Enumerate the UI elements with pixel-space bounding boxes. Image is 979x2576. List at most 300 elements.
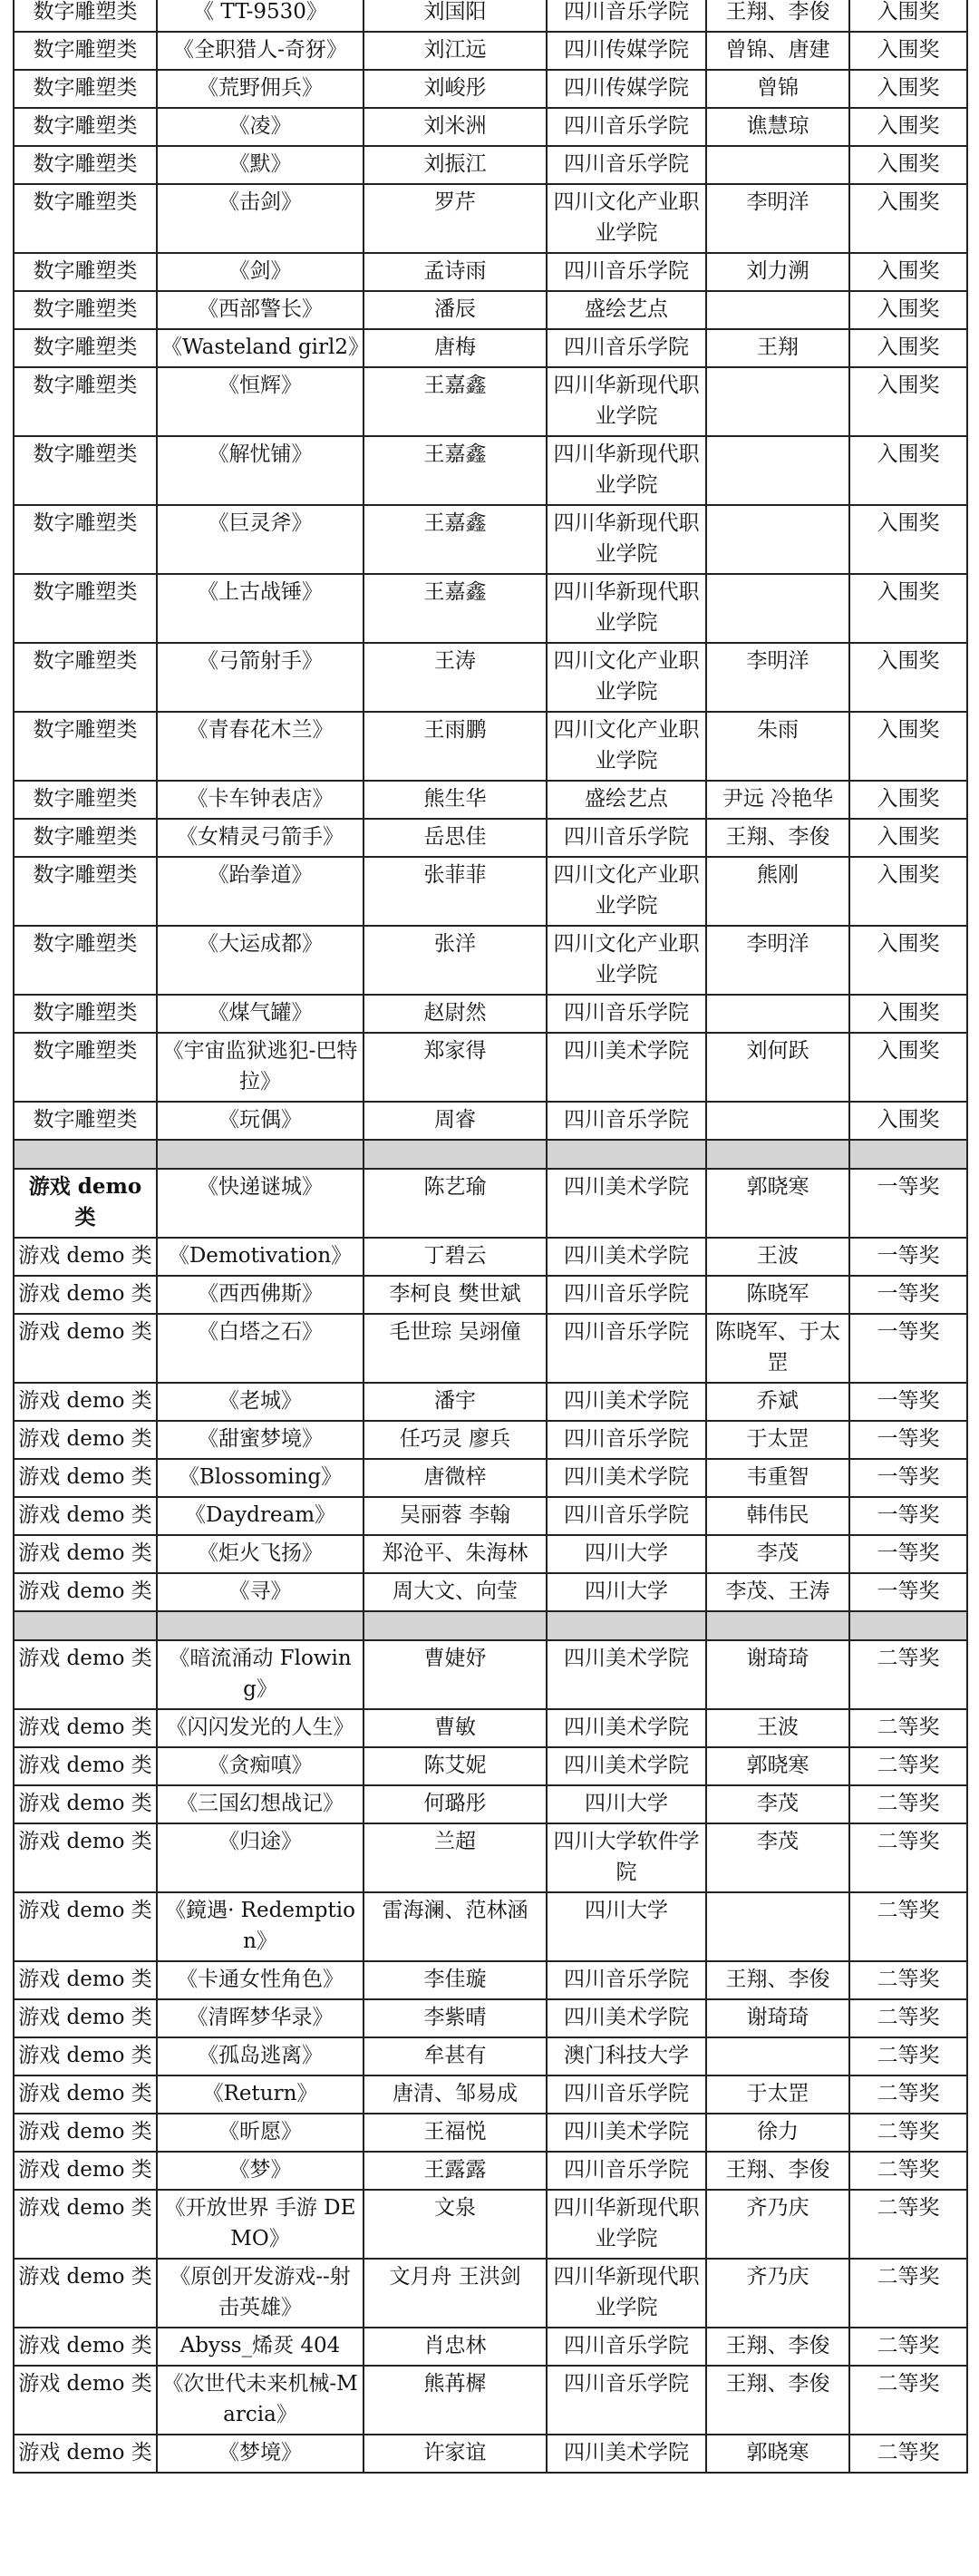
award-cell: 二等奖 (849, 1961, 967, 1999)
category-cell: 数字雕塑类 (14, 1033, 157, 1102)
teacher-cell (706, 1892, 849, 1961)
category-cell: 数字雕塑类 (14, 32, 157, 70)
school-cell: 四川文化产业职业学院 (547, 857, 706, 926)
teacher-cell: 王翔、李俊 (706, 819, 849, 857)
award-cell: 入围奖 (849, 574, 967, 643)
school-cell: 四川音乐学院 (547, 995, 706, 1033)
author-cell: 孟诗雨 (363, 253, 547, 291)
category-cell: 游戏 demo 类 (14, 1497, 157, 1535)
award-cell: 二等奖 (849, 2328, 967, 2366)
table-row (14, 2259, 967, 2328)
school-cell: 四川音乐学院 (547, 1421, 706, 1459)
work-title-cell: 《Demotivation》 (157, 1238, 363, 1276)
award-cell: 入围奖 (849, 291, 967, 329)
author-cell: 唐梅 (363, 329, 547, 367)
category-cell: 游戏 demo 类 (14, 1892, 157, 1961)
author-cell: 陈艾妮 (363, 1747, 547, 1785)
teacher-cell: 谢琦琦 (706, 1999, 849, 2037)
work-title-cell: 《巨灵斧》 (157, 505, 363, 574)
table-row (14, 184, 967, 253)
school-cell: 四川传媒学院 (547, 32, 706, 70)
school-cell: 盛绘艺点 (547, 781, 706, 819)
table-row (14, 70, 967, 108)
work-title-cell: 《次世代未来机械-Marcia》 (157, 2366, 363, 2435)
table-row (14, 2075, 967, 2114)
category-cell: 游戏 demo 类 (14, 1823, 157, 1892)
award-cell: 一等奖 (849, 1314, 967, 1383)
teacher-cell: 李茂 (706, 1785, 849, 1823)
category-cell: 游戏 demo 类 (14, 2152, 157, 2190)
award-cell: 入围奖 (849, 995, 967, 1033)
category-cell: 数字雕塑类 (14, 505, 157, 574)
school-cell: 四川音乐学院 (547, 146, 706, 184)
table-row (14, 253, 967, 291)
teacher-cell: 刘何跃 (706, 1033, 849, 1102)
award-cell: 入围奖 (849, 253, 967, 291)
school-cell: 四川华新现代职业学院 (547, 2190, 706, 2259)
author-cell: 刘江远 (363, 32, 547, 70)
school-cell: 四川文化产业职业学院 (547, 643, 706, 712)
school-cell: 四川文化产业职业学院 (547, 184, 706, 253)
award-cell: 入围奖 (849, 0, 967, 32)
work-title-cell: 《玩偶》 (157, 1102, 363, 1140)
school-cell: 澳门科技大学 (547, 2037, 706, 2075)
separator-cell (849, 1140, 967, 1169)
teacher-cell (706, 505, 849, 574)
author-cell: 王嘉鑫 (363, 505, 547, 574)
separator-cell (363, 1140, 547, 1169)
author-cell: 许家谊 (363, 2435, 547, 2473)
table-row (14, 643, 967, 712)
award-cell: 入围奖 (849, 70, 967, 108)
teacher-cell: 李明洋 (706, 184, 849, 253)
category-cell: 数字雕塑类 (14, 712, 157, 781)
author-cell: 文泉 (363, 2190, 547, 2259)
table-row (14, 574, 967, 643)
table-row (14, 1892, 967, 1961)
school-cell: 四川传媒学院 (547, 70, 706, 108)
category-cell: 游戏 demo 类 (14, 1785, 157, 1823)
table-row (14, 1383, 967, 1421)
table-row (14, 2435, 967, 2473)
teacher-cell: 陈晓军 (706, 1276, 849, 1314)
author-cell: 王露露 (363, 2152, 547, 2190)
work-title-cell: 《快递谜城》 (157, 1169, 363, 1238)
category-cell: 数字雕塑类 (14, 146, 157, 184)
teacher-cell: 陈晓军、于太罡 (706, 1314, 849, 1383)
table-row (14, 0, 967, 32)
teacher-cell: 齐乃庆 (706, 2190, 849, 2259)
work-title-cell: 《暗流涌动 Flowing》 (157, 1640, 363, 1709)
category-cell: 游戏 demo 类 (14, 1238, 157, 1276)
separator-cell (547, 1140, 706, 1169)
table-row (14, 819, 967, 857)
work-title-cell: 《三国幻想战记》 (157, 1785, 363, 1823)
teacher-cell: 王翔、李俊 (706, 2328, 849, 2366)
table-row (14, 2190, 967, 2259)
table-row (14, 1276, 967, 1314)
teacher-cell: 李茂 (706, 1823, 849, 1892)
work-title-cell: 《弓箭射手》 (157, 643, 363, 712)
table-row (14, 291, 967, 329)
table-row (14, 1640, 967, 1709)
school-cell: 四川华新现代职业学院 (547, 2259, 706, 2328)
school-cell: 盛绘艺点 (547, 291, 706, 329)
school-cell: 四川美术学院 (547, 2435, 706, 2473)
work-title-cell: 《剑》 (157, 253, 363, 291)
teacher-cell: 李明洋 (706, 926, 849, 995)
school-cell: 四川美术学院 (547, 1383, 706, 1421)
school-cell: 四川美术学院 (547, 1169, 706, 1238)
school-cell: 四川音乐学院 (547, 0, 706, 32)
award-cell: 入围奖 (849, 819, 967, 857)
work-title-cell: 《解忧铺》 (157, 436, 363, 505)
author-cell: 陈艺瑜 (363, 1169, 547, 1238)
work-title-cell: 《归途》 (157, 1823, 363, 1892)
author-cell: 郑家得 (363, 1033, 547, 1102)
teacher-cell: 郭晓寒 (706, 1747, 849, 1785)
author-cell: 潘宇 (363, 1383, 547, 1421)
separator-cell (14, 1140, 157, 1169)
category-cell: 游戏 demo 类 (14, 2366, 157, 2435)
author-cell: 郑沧平、朱海林 (363, 1535, 547, 1573)
table-row (14, 781, 967, 819)
table-row (14, 926, 967, 995)
school-cell: 四川音乐学院 (547, 108, 706, 146)
category-cell: 游戏 demo 类 (14, 1961, 157, 1999)
teacher-cell: 于太罡 (706, 1421, 849, 1459)
table-row (14, 1497, 967, 1535)
work-title-cell: 《默》 (157, 146, 363, 184)
category-cell: 数字雕塑类 (14, 253, 157, 291)
award-cell: 入围奖 (849, 329, 967, 367)
table-row (14, 436, 967, 505)
award-cell: 一等奖 (849, 1573, 967, 1611)
award-cell: 入围奖 (849, 32, 967, 70)
award-cell: 入围奖 (849, 926, 967, 995)
table-row (14, 1421, 967, 1459)
award-cell: 二等奖 (849, 1747, 967, 1785)
award-cell: 二等奖 (849, 1640, 967, 1709)
teacher-cell: 王翔 (706, 329, 849, 367)
work-title-cell: 《闪闪发光的人生》 (157, 1709, 363, 1747)
table-row (14, 1823, 967, 1892)
school-cell: 四川文化产业职业学院 (547, 712, 706, 781)
award-cell: 二等奖 (849, 1785, 967, 1823)
teacher-cell: 王翔、李俊 (706, 2366, 849, 2435)
award-cell: 一等奖 (849, 1535, 967, 1573)
work-title-cell: 《恒辉》 (157, 367, 363, 436)
category-cell: 游戏 demo 类 (14, 1573, 157, 1611)
work-title-cell: 《昕愿》 (157, 2114, 363, 2152)
author-cell: 丁碧云 (363, 1238, 547, 1276)
category-cell: 游戏 demo 类 (14, 1383, 157, 1421)
work-title-cell: 《孤岛逃离》 (157, 2037, 363, 2075)
teacher-cell: 于太罡 (706, 2075, 849, 2114)
table-row (14, 2152, 967, 2190)
work-title-cell: 《梦境》 (157, 2435, 363, 2473)
author-cell: 曹婕妤 (363, 1640, 547, 1709)
work-title-cell: 《西西佛斯》 (157, 1276, 363, 1314)
award-cell: 二等奖 (849, 2114, 967, 2152)
work-title-cell: 《西部警长》 (157, 291, 363, 329)
school-cell: 四川文化产业职业学院 (547, 926, 706, 995)
table-row (14, 712, 967, 781)
school-cell: 四川音乐学院 (547, 329, 706, 367)
teacher-cell: 曾锦 (706, 70, 849, 108)
award-cell: 一等奖 (849, 1421, 967, 1459)
award-cell: 一等奖 (849, 1459, 967, 1497)
section-separator-row (14, 1611, 967, 1640)
table-row (14, 1033, 967, 1102)
category-cell: 数字雕塑类 (14, 108, 157, 146)
school-cell: 四川音乐学院 (547, 2366, 706, 2435)
school-cell: 四川美术学院 (547, 1033, 706, 1102)
school-cell: 四川音乐学院 (547, 2152, 706, 2190)
teacher-cell: 乔斌 (706, 1383, 849, 1421)
category-cell: 游戏 demo 类 (14, 1276, 157, 1314)
category-cell: 游戏 demo 类 (14, 2114, 157, 2152)
school-cell: 四川音乐学院 (547, 1276, 706, 1314)
awards-table-body (14, 0, 967, 2473)
work-title-cell: 《上古战锤》 (157, 574, 363, 643)
teacher-cell: 李茂 (706, 1535, 849, 1573)
award-cell: 一等奖 (849, 1276, 967, 1314)
teacher-cell: 王波 (706, 1238, 849, 1276)
award-cell: 二等奖 (849, 2366, 967, 2435)
award-cell: 入围奖 (849, 108, 967, 146)
award-cell: 二等奖 (849, 1999, 967, 2037)
award-cell: 入围奖 (849, 184, 967, 253)
school-cell: 四川华新现代职业学院 (547, 436, 706, 505)
work-title-cell: 《跆拳道》 (157, 857, 363, 926)
teacher-cell (706, 574, 849, 643)
teacher-cell (706, 367, 849, 436)
category-cell: 游戏 demo 类 (14, 1459, 157, 1497)
award-cell: 入围奖 (849, 436, 967, 505)
category-cell: 游戏 demo 类 (14, 1421, 157, 1459)
school-cell: 四川大学 (547, 1573, 706, 1611)
work-title-cell: 《宇宙监狱逃犯-巴特拉》 (157, 1033, 363, 1102)
teacher-cell: 熊刚 (706, 857, 849, 926)
table-row (14, 329, 967, 367)
author-cell: 唐清、邹易成 (363, 2075, 547, 2114)
table-row (14, 1314, 967, 1383)
work-title-cell: 《Daydream》 (157, 1497, 363, 1535)
teacher-cell: 李明洋 (706, 643, 849, 712)
work-title-cell: 《炬火飞扬》 (157, 1535, 363, 1573)
teacher-cell: 谯慧琼 (706, 108, 849, 146)
table-row (14, 2037, 967, 2075)
category-cell: 数字雕塑类 (14, 436, 157, 505)
work-title-cell: 《 TT-9530》 (157, 0, 363, 32)
award-cell: 二等奖 (849, 1892, 967, 1961)
category-cell: 数字雕塑类 (14, 781, 157, 819)
teacher-cell: 王翔、李俊 (706, 1961, 849, 1999)
category-cell: 数字雕塑类 (14, 184, 157, 253)
teacher-cell (706, 995, 849, 1033)
work-title-cell: 《原创开发游戏--射击英雄》 (157, 2259, 363, 2328)
author-cell: 潘辰 (363, 291, 547, 329)
category-cell: 游戏 demo 类 (14, 2435, 157, 2473)
table-row (14, 32, 967, 70)
table-row (14, 1102, 967, 1140)
teacher-cell: 王翔、李俊 (706, 2152, 849, 2190)
school-cell: 四川美术学院 (547, 2114, 706, 2152)
teacher-cell: 曾锦、唐建 (706, 32, 849, 70)
category-cell: 数字雕塑类 (14, 995, 157, 1033)
award-cell: 二等奖 (849, 2435, 967, 2473)
award-cell: 入围奖 (849, 712, 967, 781)
teacher-cell: 郭晓寒 (706, 1169, 849, 1238)
teacher-cell: 郭晓寒 (706, 2435, 849, 2473)
teacher-cell: 刘力溯 (706, 253, 849, 291)
teacher-cell: 王波 (706, 1709, 849, 1747)
separator-cell (547, 1611, 706, 1640)
work-title-cell: 《凌》 (157, 108, 363, 146)
work-title-cell: 《Wasteland girl2》 (157, 329, 363, 367)
teacher-cell: 李茂、王涛 (706, 1573, 849, 1611)
table-row (14, 1785, 967, 1823)
category-cell: 数字雕塑类 (14, 643, 157, 712)
school-cell: 四川华新现代职业学院 (547, 367, 706, 436)
school-cell: 四川音乐学院 (547, 253, 706, 291)
award-cell: 入围奖 (849, 1102, 967, 1140)
work-title-cell: 《寻》 (157, 1573, 363, 1611)
author-cell: 吴丽蓉 李翰 (363, 1497, 547, 1535)
school-cell: 四川美术学院 (547, 1709, 706, 1747)
author-cell: 李柯良 樊世斌 (363, 1276, 547, 1314)
separator-cell (706, 1140, 849, 1169)
work-title-cell: 《白塔之石》 (157, 1314, 363, 1383)
author-cell: 文月舟 王洪剑 (363, 2259, 547, 2328)
table-row (14, 108, 967, 146)
author-cell: 何璐彤 (363, 1785, 547, 1823)
category-cell: 游戏 demo 类 (14, 1314, 157, 1383)
work-title-cell: 《煤气罐》 (157, 995, 363, 1033)
category-cell: 数字雕塑类 (14, 0, 157, 32)
author-cell: 岳思佳 (363, 819, 547, 857)
award-cell: 一等奖 (849, 1238, 967, 1276)
separator-cell (14, 1611, 157, 1640)
category-cell: 数字雕塑类 (14, 329, 157, 367)
teacher-cell (706, 1102, 849, 1140)
table-row (14, 1747, 967, 1785)
category-cell: 游戏 demo 类 (14, 2190, 157, 2259)
category-cell: 数字雕塑类 (14, 367, 157, 436)
school-cell: 四川音乐学院 (547, 1497, 706, 1535)
awards-table (13, 0, 968, 2474)
table-row (14, 2328, 967, 2366)
teacher-cell (706, 146, 849, 184)
table-row (14, 1535, 967, 1573)
table-row (14, 2114, 967, 2152)
author-cell: 王嘉鑫 (363, 367, 547, 436)
author-cell: 刘米洲 (363, 108, 547, 146)
category-cell: 游戏 demo 类 (14, 1999, 157, 2037)
category-cell: 游戏 demo 类 (14, 2328, 157, 2366)
school-cell: 四川大学软件学院 (547, 1823, 706, 1892)
school-cell: 四川音乐学院 (547, 1961, 706, 1999)
teacher-cell: 徐力 (706, 2114, 849, 2152)
table-row (14, 1709, 967, 1747)
category-cell: 游戏 demo 类 (14, 2075, 157, 2114)
award-cell: 入围奖 (849, 505, 967, 574)
award-cell: 二等奖 (849, 2075, 967, 2114)
award-cell: 入围奖 (849, 643, 967, 712)
author-cell: 张洋 (363, 926, 547, 995)
author-cell: 唐微梓 (363, 1459, 547, 1497)
table-row (14, 2366, 967, 2435)
author-cell: 周大文、向莹 (363, 1573, 547, 1611)
author-cell: 王涛 (363, 643, 547, 712)
work-title-cell: 《清晖梦华录》 (157, 1999, 363, 2037)
school-cell: 四川音乐学院 (547, 2328, 706, 2366)
category-cell: 游戏 demo 类 (14, 1709, 157, 1747)
teacher-cell: 尹远 冷艳华 (706, 781, 849, 819)
separator-cell (363, 1611, 547, 1640)
author-cell: 熊苒樨 (363, 2366, 547, 2435)
table-row (14, 1999, 967, 2037)
award-cell: 一等奖 (849, 1497, 967, 1535)
work-title-cell: 《女精灵弓箭手》 (157, 819, 363, 857)
author-cell: 王雨鹏 (363, 712, 547, 781)
school-cell: 四川大学 (547, 1535, 706, 1573)
author-cell: 张菲菲 (363, 857, 547, 926)
award-cell: 一等奖 (849, 1169, 967, 1238)
award-cell: 二等奖 (849, 1709, 967, 1747)
work-title-cell: 《鏡遇· Redemption》 (157, 1892, 363, 1961)
school-cell: 四川美术学院 (547, 1747, 706, 1785)
school-cell: 四川美术学院 (547, 1238, 706, 1276)
category-cell: 数字雕塑类 (14, 574, 157, 643)
school-cell: 四川大学 (547, 1892, 706, 1961)
work-title-cell: 《老城》 (157, 1383, 363, 1421)
award-cell: 入围奖 (849, 1033, 967, 1102)
table-row (14, 995, 967, 1033)
teacher-cell: 齐乃庆 (706, 2259, 849, 2328)
category-cell: 数字雕塑类 (14, 291, 157, 329)
award-cell: 二等奖 (849, 2152, 967, 2190)
author-cell: 王嘉鑫 (363, 574, 547, 643)
category-cell: 数字雕塑类 (14, 857, 157, 926)
author-cell: 王福悦 (363, 2114, 547, 2152)
separator-cell (157, 1140, 363, 1169)
work-title-cell: 《开放世界 手游 DEMO》 (157, 2190, 363, 2259)
school-cell: 四川音乐学院 (547, 819, 706, 857)
separator-cell (849, 1611, 967, 1640)
school-cell: 四川美术学院 (547, 1999, 706, 2037)
author-cell: 赵尉然 (363, 995, 547, 1033)
award-cell: 入围奖 (849, 781, 967, 819)
teacher-cell (706, 291, 849, 329)
teacher-cell (706, 436, 849, 505)
school-cell: 四川美术学院 (547, 1459, 706, 1497)
category-cell: 游戏 demo 类 (14, 1535, 157, 1573)
author-cell: 任巧灵 廖兵 (363, 1421, 547, 1459)
award-cell: 入围奖 (849, 857, 967, 926)
school-cell: 四川大学 (547, 1785, 706, 1823)
author-cell: 刘振江 (363, 146, 547, 184)
work-title-cell: 《卡车钟表店》 (157, 781, 363, 819)
author-cell: 刘国阳 (363, 0, 547, 32)
author-cell: 牟甚有 (363, 2037, 547, 2075)
category-cell: 游戏 demo 类 (14, 1640, 157, 1709)
author-cell: 兰超 (363, 1823, 547, 1892)
school-cell: 四川音乐学院 (547, 1102, 706, 1140)
author-cell: 雷海澜、范林涵 (363, 1892, 547, 1961)
author-cell: 肖忠林 (363, 2328, 547, 2366)
